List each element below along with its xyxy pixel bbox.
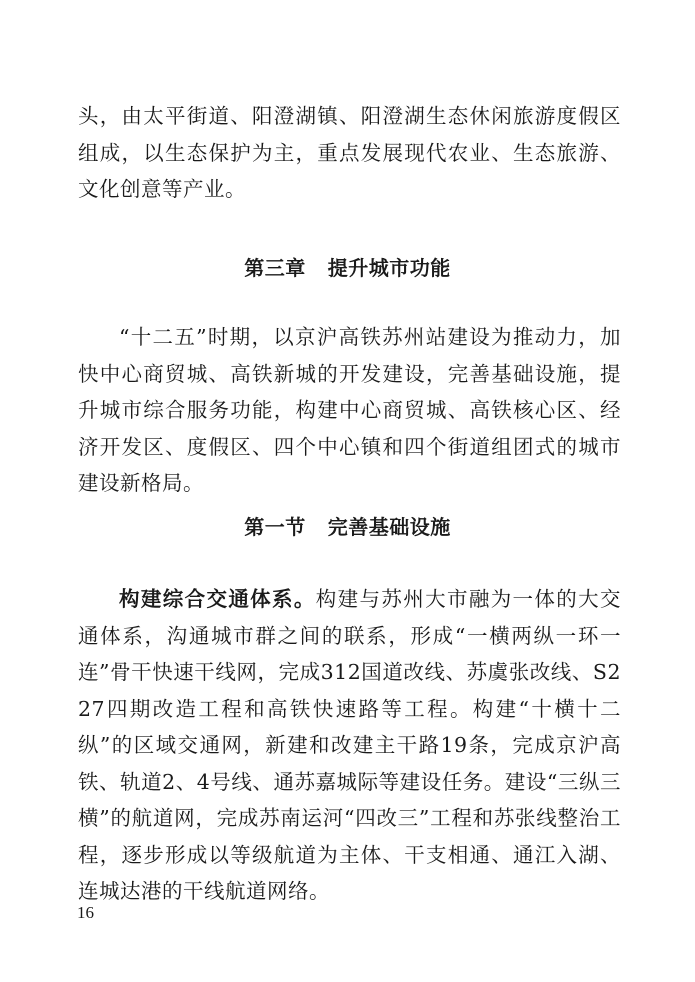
- transport-lead-phrase: 构建综合交通体系。: [119, 587, 316, 611]
- section-heading: [0, 511, 695, 540]
- page-number: 16: [77, 903, 94, 922]
- chapter-intro-paragraph: “十二五”时期，以京沪高铁苏州站建设为推动力，加快中心商贸城、高铁新城的开发建设，完善基础设施，提升城市综合服务功能，构建中心商贸城、高铁核心区、经济开发区、度假区、四个中心镇和四个街道组团式的城市建设新格局。: [78, 325, 621, 495]
- chapter-number: 第三章: [244, 256, 306, 280]
- transport-body-text: 构建与苏州大市融为一体的大交通体系，沟通城市群之间的联系，形成“一横两纵一环一连”骨干快速干线网，完成312国道改线、苏虞张改线、S227四期改造工程和高铁快速路等工程。构建“十横十二纵”的区域交通网，新建和改建主干路19条，完成京沪高铁、轨道2、4号线、通苏嘉城际等建设任务。建设“三纵三横”的航道网，完成苏南运河“四改三”工程和苏张线整治工程，逐步形成以等级航道为主体、干支相通、通江入湖、连城达港的干线航道网络。: [78, 587, 622, 903]
- transport-paragraph: [78, 581, 621, 910]
- section-title: 完善基础设施: [327, 515, 451, 539]
- chapter-heading: [0, 252, 695, 281]
- section-number: 第一节: [244, 515, 306, 539]
- chapter-title: 提升城市功能: [327, 256, 451, 280]
- intro-continuation-paragraph: 头，由太平街道、阳澄湖镇、阳澄湖生态休闲旅游度假区组成，以生态保护为主，重点发展现代农业、生态旅游、文化创意等产业。: [78, 104, 621, 201]
